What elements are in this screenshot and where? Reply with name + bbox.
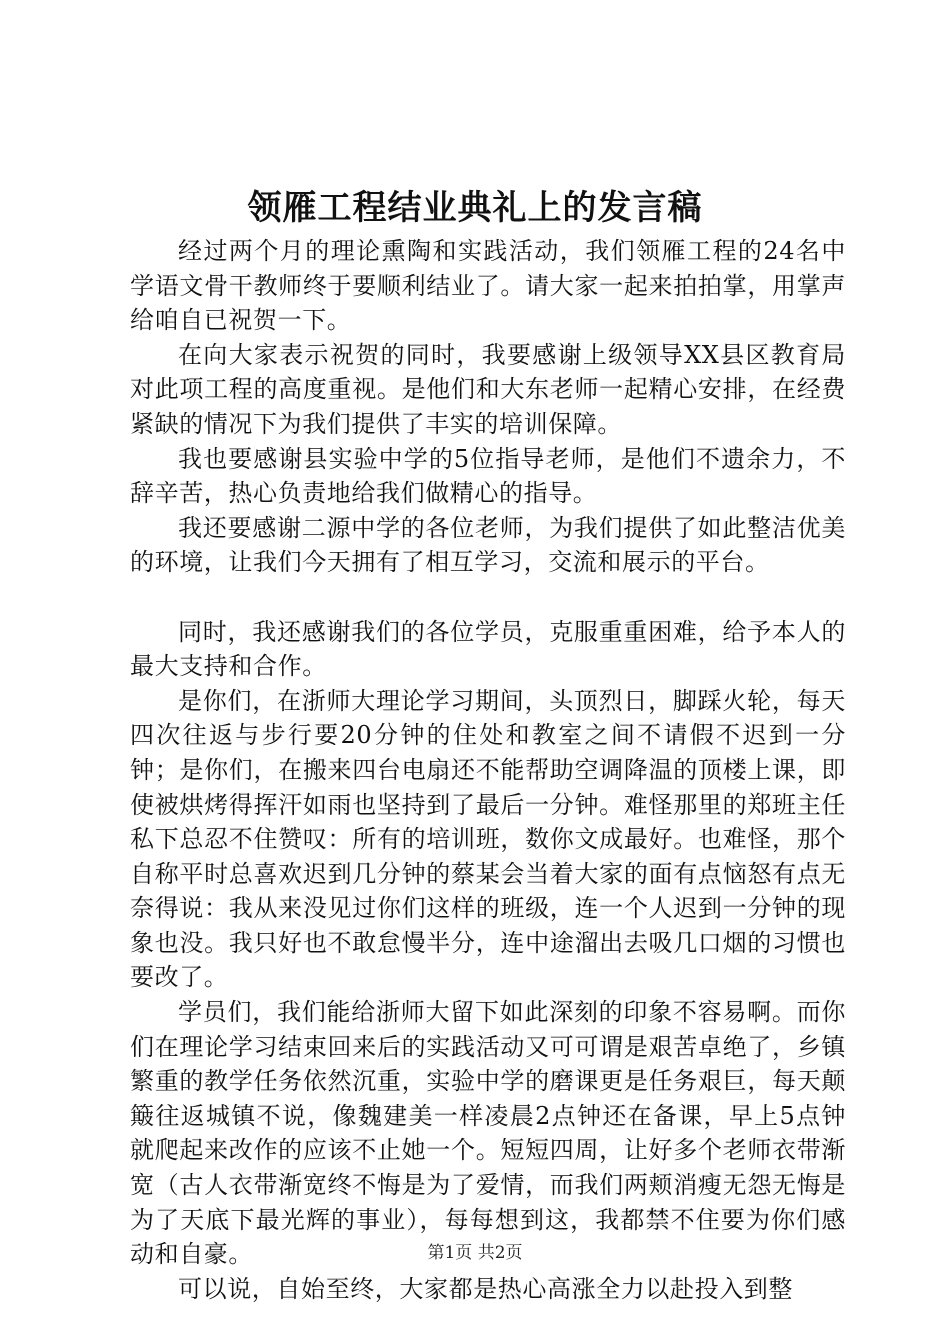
paragraph-4: 我还要感谢二源中学的各位老师，为我们提供了如此整洁优美的环境，让我们今天拥有了相互学习，交流和展示的平台。: [130, 513, 846, 577]
page-footer: 第1页 共2页: [427, 1243, 523, 1263]
paragraph-1: 经过两个月的理论熏陶和实践活动，我们领雁工程的24名中学语文骨干教师终于要顺利结业了。请大家一起来拍拍掌，用掌声给咱自已祝贺一下。: [130, 237, 846, 335]
document-body: [130, 234, 846, 1306]
paragraph-7: 学员们，我们能给浙师大留下如此深刻的印象不容易啊。而你们在理论学习结束回来后的实践活动又可可谓是艰苦卓绝了，乡镇繁重的教学任务依然沉重，实验中学的磨课更是任务艰巨，每天颠簸往返城镇不说，像魏建美一样凌晨2点钟还在备课，早上5点钟就爬起来改作的应该不止她一个。短短四周，让好多个老师衣带渐宽（古人衣带渐宽终不悔是为了爱情，而我们两颊消瘦无怨无悔是为了天底下最光辉的事业），每每想到这，我都禁不住要为你们感动和自豪。: [130, 998, 846, 1269]
paragraph-8: 可以说，自始至终，大家都是热心高涨全力以赴投入到整: [178, 1274, 793, 1303]
document-title: 领雁工程结业典礼上的发言稿: [247, 188, 703, 228]
paragraph-5: 同时，我还感谢我们的各位学员，克服重重困难，给予本人的最大支持和合作。: [130, 617, 846, 681]
paragraph-3: 我也要感谢县实验中学的5位指导老师，是他们不遗余力，不辞辛苦，热心负责地给我们做精心的指导。: [130, 444, 846, 508]
paragraph-6: 是你们，在浙师大理论学习期间，头顶烈日，脚踩火轮，每天四次往返与步行要20分钟的住处和教室之间不请假不迟到一分钟；是你们，在搬来四台电扇还不能帮助空调降温的顶楼上课，即使被烘烤得挥汗如雨也坚持到了最后一分钟。难怪那里的郑班主任私下总忍不住赞叹：所有的培训班，数你文成最好。也难怪，那个自称平时总喜欢迟到几分钟的蔡某会当着大家的面有点恼怒有点无奈得说：我从来没见过你们这样的班级，连一个人迟到一分钟的现象也没。我只好也不敢怠慢半分，连中途溜出去吸几口烟的习惯也要改了。: [130, 686, 846, 992]
paragraph-2: 在向大家表示祝贺的同时，我要感谢上级领导XX县区教育局对此项工程的高度重视。是他们和大东老师一起精心安排，在经费紧缺的情况下为我们提供了丰实的培训保障。: [130, 340, 846, 438]
